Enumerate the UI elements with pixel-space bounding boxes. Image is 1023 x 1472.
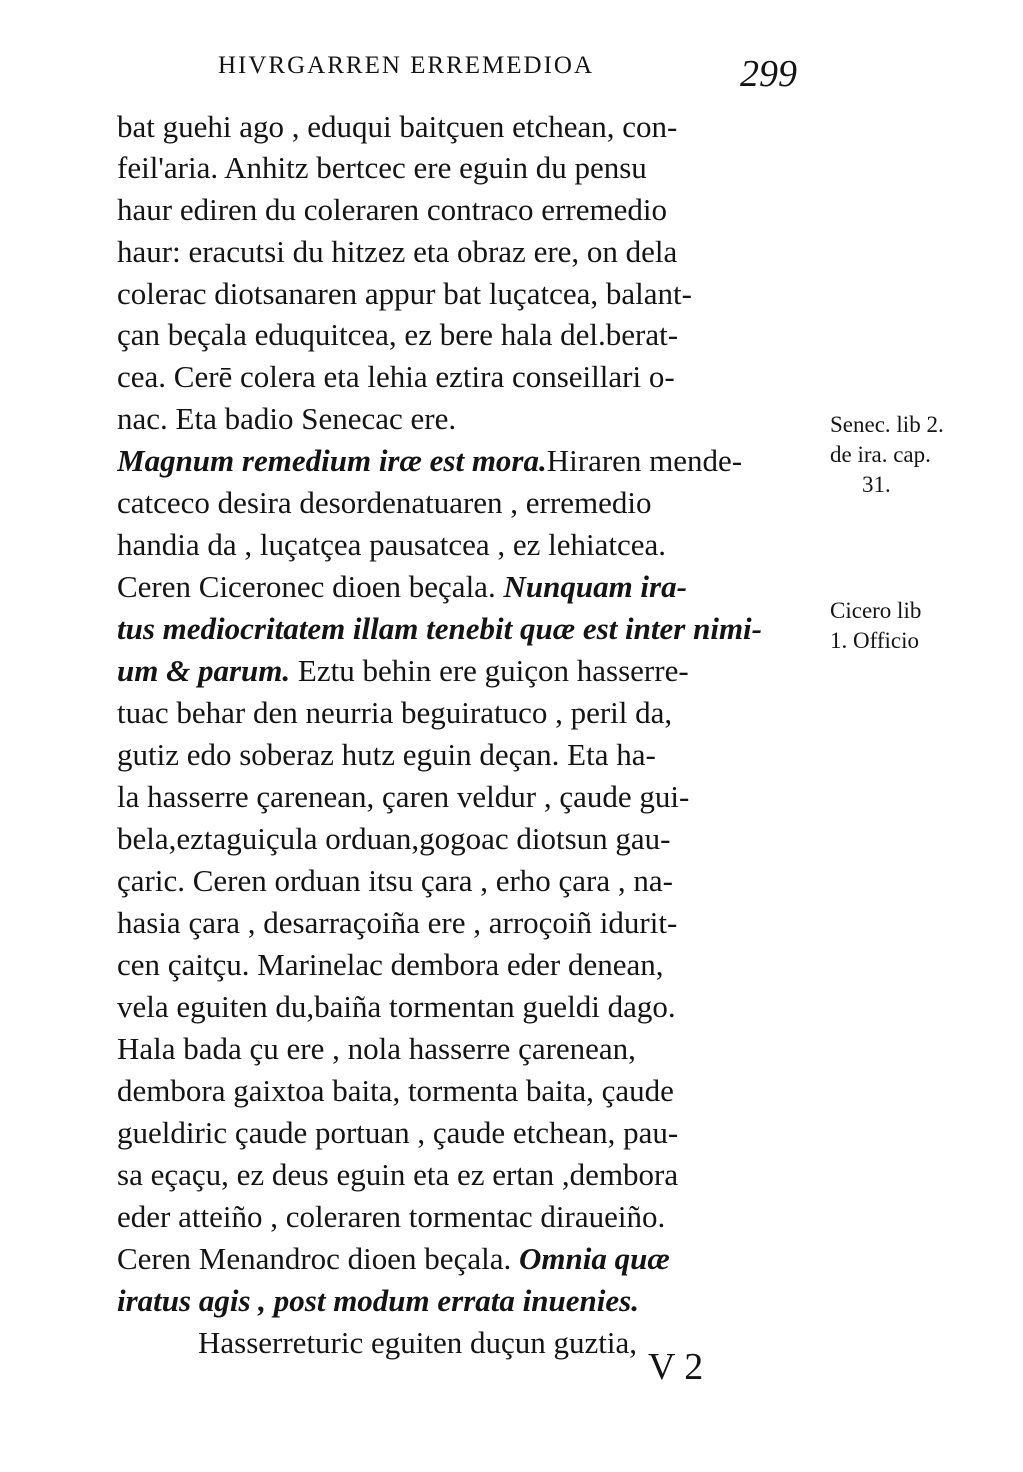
body-line-text: Nunquam ira- (503, 569, 687, 604)
body-line (117, 396, 811, 442)
body-line (117, 984, 811, 1030)
margin-note-seneca (830, 410, 944, 500)
body-line (117, 942, 811, 988)
body-line-text: gutiz edo soberaz hutz eguin deçan. Eta ha- (117, 737, 656, 772)
body-line-text: gueldiric çaude portuan , çaude etchean, pau- (117, 1115, 679, 1150)
page-number: 299 (740, 53, 797, 95)
body-line (117, 354, 811, 400)
body-line-text: vela eguiten du,baiña tormentan gueldi dago. (117, 989, 676, 1024)
body-line-text: bela,eztaguiçula orduan,gogoac diotsun gau- (117, 821, 671, 856)
body-line-text: Ceren Ciceronec dioen beçala. (117, 569, 504, 604)
body-line (117, 229, 811, 275)
margin-note-line: 1. Officio (830, 628, 920, 653)
body-line-text: tuac behar den neurria beguiratuco , peril da, (117, 695, 673, 730)
body-line (117, 1278, 811, 1324)
body-line (117, 438, 811, 484)
body-line (117, 1026, 811, 1072)
margin-note-line: Senec. lib 2. (830, 412, 944, 437)
body-line (117, 480, 811, 526)
body-line-text: colerac diotsanaren appur bat luçatcea, balant- (117, 276, 692, 311)
body-line (117, 816, 811, 862)
body-line (117, 564, 811, 610)
margin-note-line: de ira. cap. (830, 442, 931, 467)
body-line (117, 774, 811, 820)
signature-mark: V 2 (648, 1346, 704, 1388)
body-line (117, 606, 811, 652)
body-line (117, 312, 811, 358)
body-line-text: iratus agis , post modum errata inuenies. (117, 1283, 639, 1318)
body-line (117, 522, 811, 568)
body-line (117, 1194, 811, 1240)
body-line (117, 900, 811, 946)
margin-note-line: Cicero lib (830, 598, 922, 623)
body-line-text: nac. Eta badio Senecac ere. (117, 401, 457, 436)
body-line-text: catceco desira desordenatuaren , erremedio (117, 485, 652, 520)
body-line-text: çan beçala eduquitcea, ez bere hala del.berat- (117, 317, 679, 352)
body-line-text: eder atteiño , coleraren tormentac diraueiño. (117, 1199, 666, 1234)
body-line-text: feil'aria. Anhitz bertcec ere eguin du pensu (117, 150, 647, 185)
body-line-text: bat guehi ago , eduqui baitçuen etchean, con- (117, 109, 678, 144)
body-line-text: tus mediocritatem illam tenebit quæ est inter nimi- (117, 611, 762, 646)
body-line-text: haur ediren du coleraren contraco erremedio (117, 192, 667, 227)
body-line-text: Hasserreturic eguiten duçun guztia, (198, 1325, 637, 1360)
body-line-text: Hala bada çu ere , nola hasserre çarenean, (117, 1031, 636, 1066)
margin-note-line: 31. (862, 472, 891, 497)
body-line (117, 1068, 811, 1114)
margin-note-cicero (830, 596, 921, 656)
body-line-text: cea. Cerē colera eta lehia eztira conseillari o- (117, 359, 675, 394)
body-line-text: sa eçaçu, ez deus eguin eta ez ertan ,dembora (117, 1157, 679, 1192)
body-line (117, 732, 811, 778)
body-line-text: um & parum. (117, 653, 291, 688)
body-line (117, 271, 811, 317)
running-title: HIVRGARREN ERREMEDIOA (218, 52, 595, 79)
body-line-text: handia da , luçatçea pausatcea , ez lehiatcea. (117, 527, 667, 562)
body-line (117, 690, 811, 736)
body-line-text: la hasserre çarenean, çaren veldur , çaude gui- (117, 779, 690, 814)
body-line-text: Eztu behin ere guiçon hasserre- (290, 653, 689, 688)
body-line (117, 858, 811, 904)
body-line-text: haur: eracutsi du hitzez eta obraz ere, on dela (117, 234, 678, 269)
body-line-text: Hiraren mende- (546, 443, 743, 478)
body-line (198, 1320, 811, 1366)
body-line-text: cen çaitçu. Marinelac dembora eder denean, (117, 947, 664, 982)
body-line-text: çaric. Ceren orduan itsu çara , erho çara , na- (117, 863, 673, 898)
body-line (117, 1236, 811, 1282)
body-line-text: Omnia quæ (518, 1241, 670, 1276)
body-line (117, 1110, 811, 1156)
body-line-text: hasia çara , desarraçoiña ere , arroçoiñ idurit- (117, 905, 678, 940)
body-line-text: dembora gaixtoa baita, tormenta baita, çaude (117, 1073, 674, 1108)
body-line-text: Ceren Menandroc dioen beçala. (117, 1241, 519, 1276)
body-line (117, 145, 811, 191)
body-line (117, 187, 811, 233)
body-line (117, 1152, 811, 1198)
body-line (117, 648, 811, 694)
body-line-text: Magnum remedium iræ est mora. (117, 443, 547, 478)
body-line (117, 104, 811, 150)
